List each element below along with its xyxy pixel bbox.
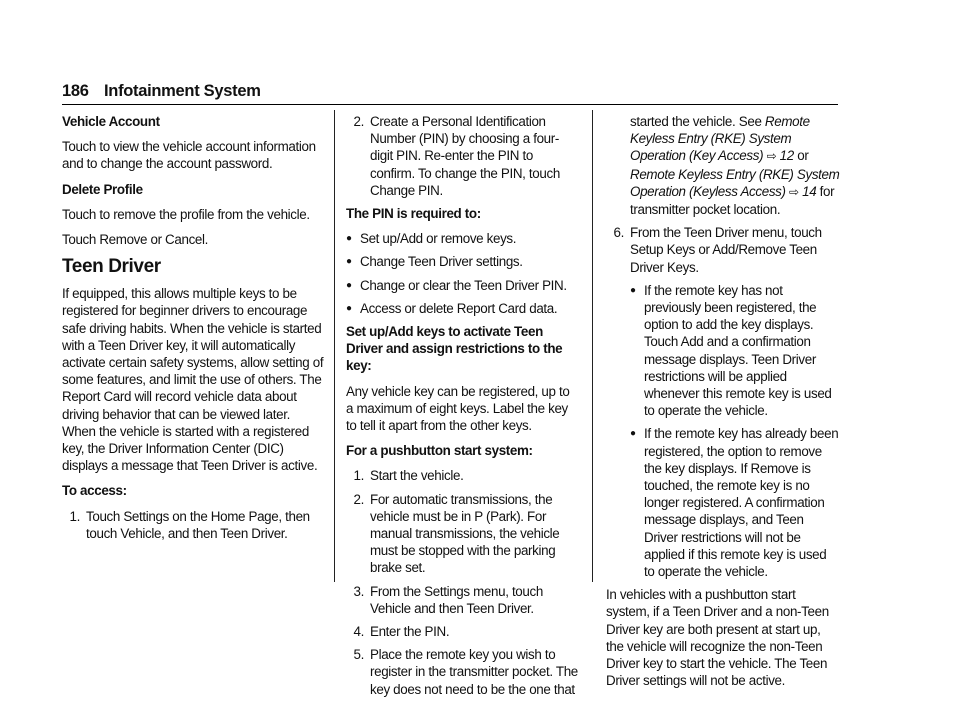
setup-label: Set up/Add keys to activate Teen Driver and assign restrictions to the key: xyxy=(346,324,563,374)
step-number: 6. xyxy=(613,225,624,241)
pin-required-label: The PIN is required to: xyxy=(346,206,481,222)
teen-driver-heading: Teen Driver xyxy=(62,256,161,278)
page-reference: 14 xyxy=(802,183,817,199)
step-text: Create a Personal Identification Number (PIN) by choosing a four-digit PIN. Re-enter the PIN to confirm. To change the PIN, touch Change PIN. xyxy=(370,114,560,198)
bullet-text: If the remote key has already been registered, the option to remove the key displays. If Remove is touched, the remote key is no longer registered. A confirmation message displays, and Teen Driver restrictions will not be applied if this remote key is used to operate the vehicle. xyxy=(644,426,839,580)
column-1 xyxy=(62,113,324,548)
column-divider xyxy=(592,110,593,582)
step-text: For automatic transmissions, the vehicle must be in P (Park). For manual transmissions, the vehicle must be stopped with the parking brake set. xyxy=(370,491,560,576)
cross-reference-link[interactable]: Remote Keyless Entry (RKE) System Operation (Key Access) xyxy=(630,114,810,164)
remove-cancel-text: Touch Remove or Cancel. xyxy=(62,232,209,248)
step-number: 2. xyxy=(353,114,364,129)
bullet-icon: ● xyxy=(346,256,352,268)
step-number: 1. xyxy=(69,508,80,524)
list-item xyxy=(346,113,578,199)
bullet-icon: ● xyxy=(630,428,636,440)
vehicle-account-text: Touch to view the vehicle account information and to change the account password. xyxy=(62,139,316,172)
column-2 xyxy=(346,113,578,704)
step-number: 3. xyxy=(353,583,364,599)
delete-profile-text: Touch to remove the profile from the vehicle. xyxy=(62,206,310,222)
page-header xyxy=(62,82,838,105)
list-item xyxy=(630,282,840,420)
page-reference: 12 xyxy=(779,148,794,164)
step-number: 2. xyxy=(353,491,364,507)
step-text: Enter the PIN. xyxy=(370,624,450,640)
vehicle-account-heading: Vehicle Account xyxy=(62,114,160,129)
list-item xyxy=(346,467,578,484)
column-divider xyxy=(334,110,335,582)
teen-driver-intro: If equipped, this allows multiple keys to be registered for beginner drivers to encourage safe driving habits. When the vehicle is started with a Teen Driver key, it will automatically activate certain safety systems, allow setting of some features, and limit the use of others. The Report Card will record vehicle data about driving behavior that can be viewed later. When the vehicle is started with a registered key, the Driver Information Center (DIC) displays a message that Teen Driver is active. xyxy=(62,286,324,474)
page-arrow-icon: ⇨ xyxy=(766,149,777,164)
list-item xyxy=(346,623,578,640)
step-continuation xyxy=(630,113,840,218)
bullet-icon: ● xyxy=(630,284,636,296)
list-item xyxy=(606,224,840,276)
continuation-text: for transmitter pocket location. xyxy=(630,183,835,218)
list-item xyxy=(346,646,578,698)
list-item xyxy=(346,253,578,270)
bullet-text: Access or delete Report Card data. xyxy=(360,300,558,316)
list-item xyxy=(630,425,840,580)
bullet-text: If the remote key has not previously been registered, the option to add the key displays. Touch Add and a confirmation message displays. Teen Driver restrictions will be applied whenever this remote key is used to operate the vehicle. xyxy=(644,282,832,419)
list-item xyxy=(346,583,578,617)
list-item xyxy=(346,300,578,317)
pushbutton-label: For a pushbutton start system: xyxy=(346,443,533,459)
continuation-text: started the vehicle. See xyxy=(630,114,762,129)
step-number: 4. xyxy=(353,624,364,640)
step-text: Touch Settings on the Home Page, then touch Vehicle, and then Teen Driver. xyxy=(86,508,310,541)
bullet-text: Set up/Add or remove keys. xyxy=(360,231,517,247)
to-access-label: To access: xyxy=(62,483,127,499)
final-paragraph: In vehicles with a pushbutton start system, if a Teen Driver and a non-Teen Driver key are both present at start up, the vehicle will recognize the non-Teen Driver key to start the vehicle. The Teen Driver settings will not be active. xyxy=(606,587,829,689)
list-item xyxy=(346,277,578,294)
cross-reference-link[interactable]: Remote Keyless Entry (RKE) System Operation (Keyless Access) xyxy=(630,166,840,199)
list-item xyxy=(62,508,324,542)
bullet-icon: ● xyxy=(346,302,352,314)
delete-profile-heading: Delete Profile xyxy=(62,181,143,197)
bullet-text: Change or clear the Teen Driver PIN. xyxy=(360,277,567,293)
page-arrow-icon: ⇨ xyxy=(789,184,799,199)
step-text: Place the remote key you wish to register in the transmitter pocket. The key does not need to be the one that xyxy=(370,647,578,697)
bullet-text: Change Teen Driver settings. xyxy=(360,254,523,270)
bullet-icon: ● xyxy=(346,233,352,245)
section-title: Infotainment System xyxy=(104,82,261,100)
step-number: 5. xyxy=(353,647,364,663)
step-number: 1. xyxy=(353,468,364,484)
or-text: or xyxy=(797,148,809,164)
list-item xyxy=(346,491,578,577)
setup-text: Any vehicle key can be registered, up to a maximum of eight keys. Label the key to tell it apart from the other keys. xyxy=(346,383,570,434)
bullet-icon: ● xyxy=(346,279,352,291)
step-text: From the Settings menu, touch Vehicle and then Teen Driver. xyxy=(370,583,543,616)
column-3 xyxy=(606,113,840,698)
list-item xyxy=(346,230,578,247)
step-text: From the Teen Driver menu, touch Setup Keys or Add/Remove Teen Driver Keys. xyxy=(630,225,822,275)
page-number: 186 xyxy=(62,82,89,100)
step-text: Start the vehicle. xyxy=(370,468,464,484)
